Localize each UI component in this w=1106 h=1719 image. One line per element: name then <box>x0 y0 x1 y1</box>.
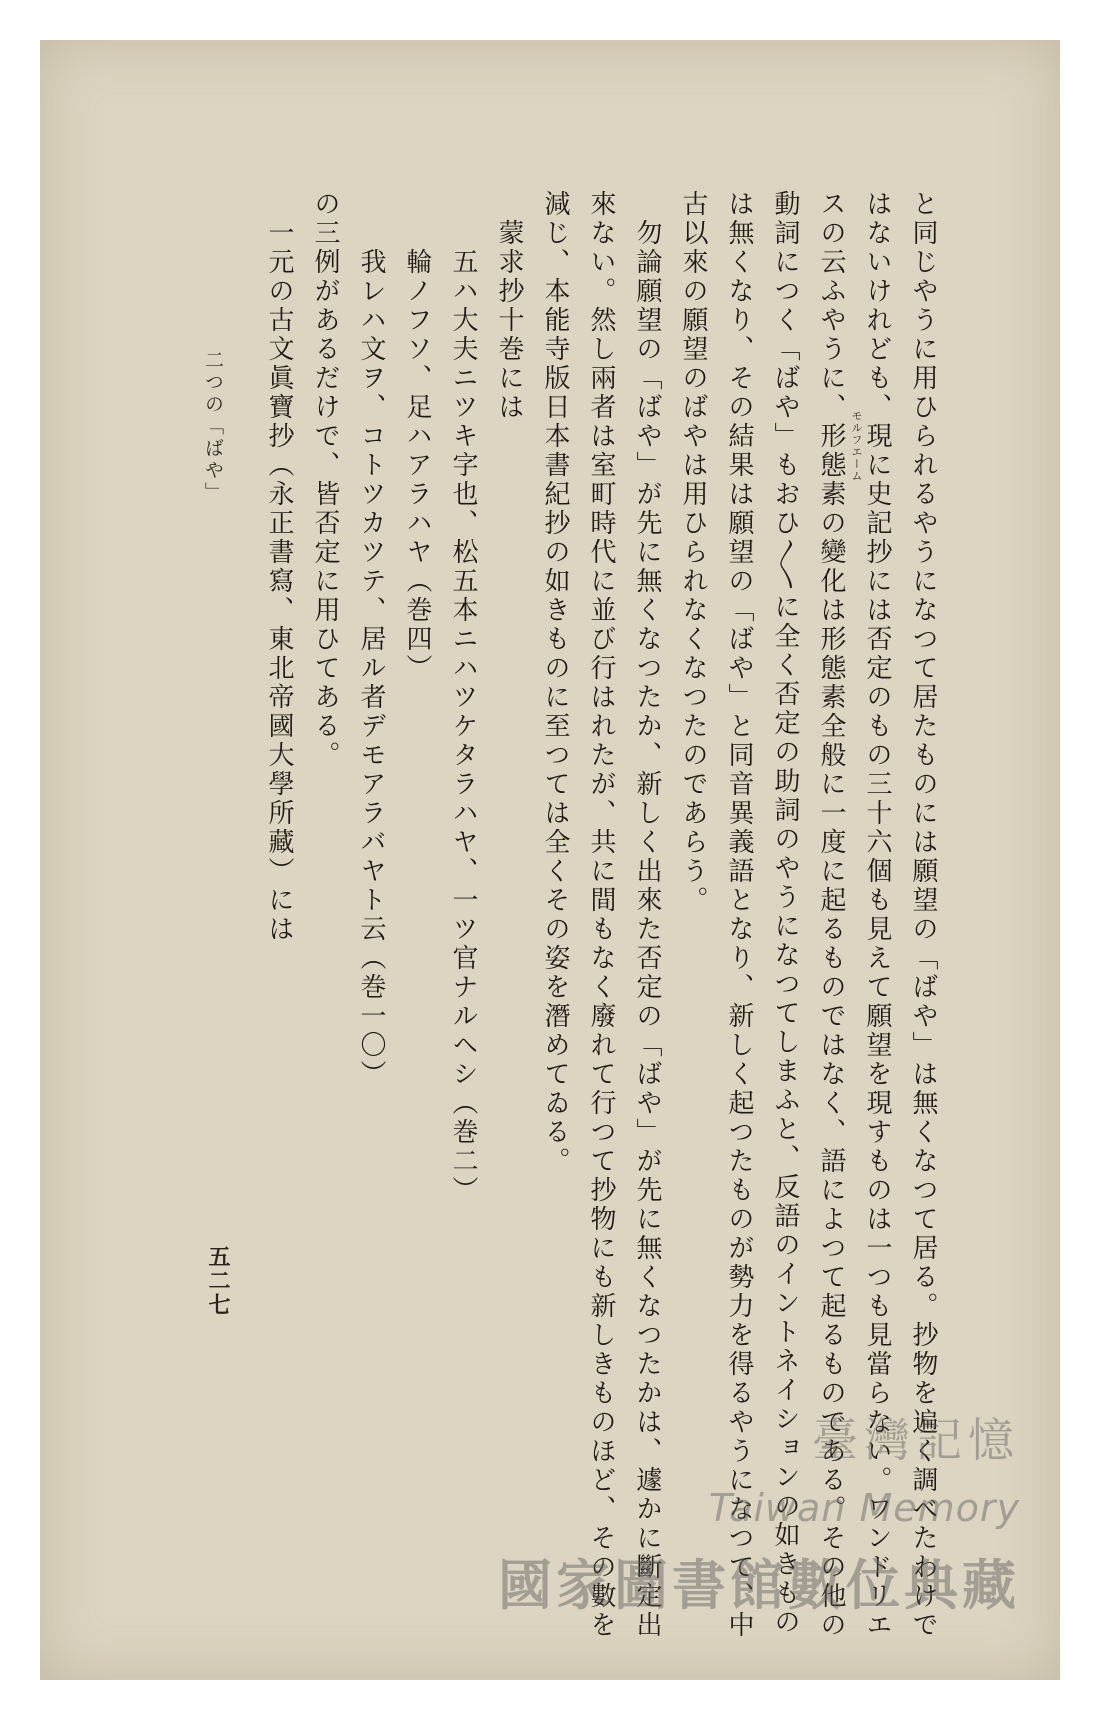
text-column-6: 古以來の願望のばやは用ひられなくなつたのであらう。 <box>678 190 708 915</box>
text-column-10: 蒙求抄十巻には <box>494 190 524 422</box>
text-column-11: 五ハ大夫ニツキ字也、松五本ニハツケタラハヤ、一ツ官ナルヘシ（巻二） <box>448 190 478 1205</box>
text-column-4: 動詞につく「ばや」もおひ〳〵に全く否定の助詞のやうになつてしまふと、反語のイントネイションの如きもの <box>770 190 800 1637</box>
text-column-14: の三例があるだけで、皆否定に用ひてある。 <box>310 190 340 770</box>
watermark-library: 國家圖書館數位典藏 <box>498 1554 1020 1617</box>
text-column-12: 輪ノフソ、足ハアラハヤ（巻四） <box>402 190 432 683</box>
text-column-1: と同じやうに用ひられるやうになつて居たものには願望の「ばや」は無くなつて居る。抄物を遍く調べたわけで <box>908 190 938 1640</box>
text-column-5: は無くなり、その結果は願望の「ばや」と同音異義語となり、新しく起つたものが勢力を得るやうになつて、中 <box>724 190 754 1640</box>
ruby-annotation: モルフエーム <box>850 410 863 482</box>
watermark-logo: 臺灣記憶 <box>812 1413 1020 1467</box>
text-column-15: 一元の古文眞寶抄（永正書寫、東北帝國大學所藏）には <box>264 190 294 944</box>
text-column-7: 勿論願望の「ばや」が先に無くなつたか、新しく出來た否定の「ばや」が先に無くなつたかは、遽かに斷定出 <box>632 190 662 1640</box>
watermark-english: Taiwan Memory <box>708 1486 1020 1530</box>
page-number: 五二七 <box>205 1245 231 1317</box>
text-column-3: スの云ふやうに、形態素の變化は形態素全般に一度に起るものではなく、語によつて起るものである。その他の <box>816 190 846 1640</box>
text-column-8: 來ない。然し兩者は室町時代に並び行はれたが、共に間もなく廢れて行つて抄物にも新しきものほど、その數を <box>586 190 616 1640</box>
book-page <box>40 40 1060 1680</box>
text-column-2: はないけれども、現に史記抄には否定のもの三十六個も見えて願望を現すものは一つも見當らない。ワンドリエ <box>862 190 892 1640</box>
text-column-9: 減じ、本能寺版日本書紀抄の如きものに至つては全くその姿を潛めてゐる。 <box>540 190 570 1176</box>
text-column-13: 我レハ文ヲ、コトツカツテ、居ル者デモアラバヤト云（巻一〇） <box>356 190 386 1089</box>
running-header: 二つの「ばや」 <box>202 350 224 504</box>
